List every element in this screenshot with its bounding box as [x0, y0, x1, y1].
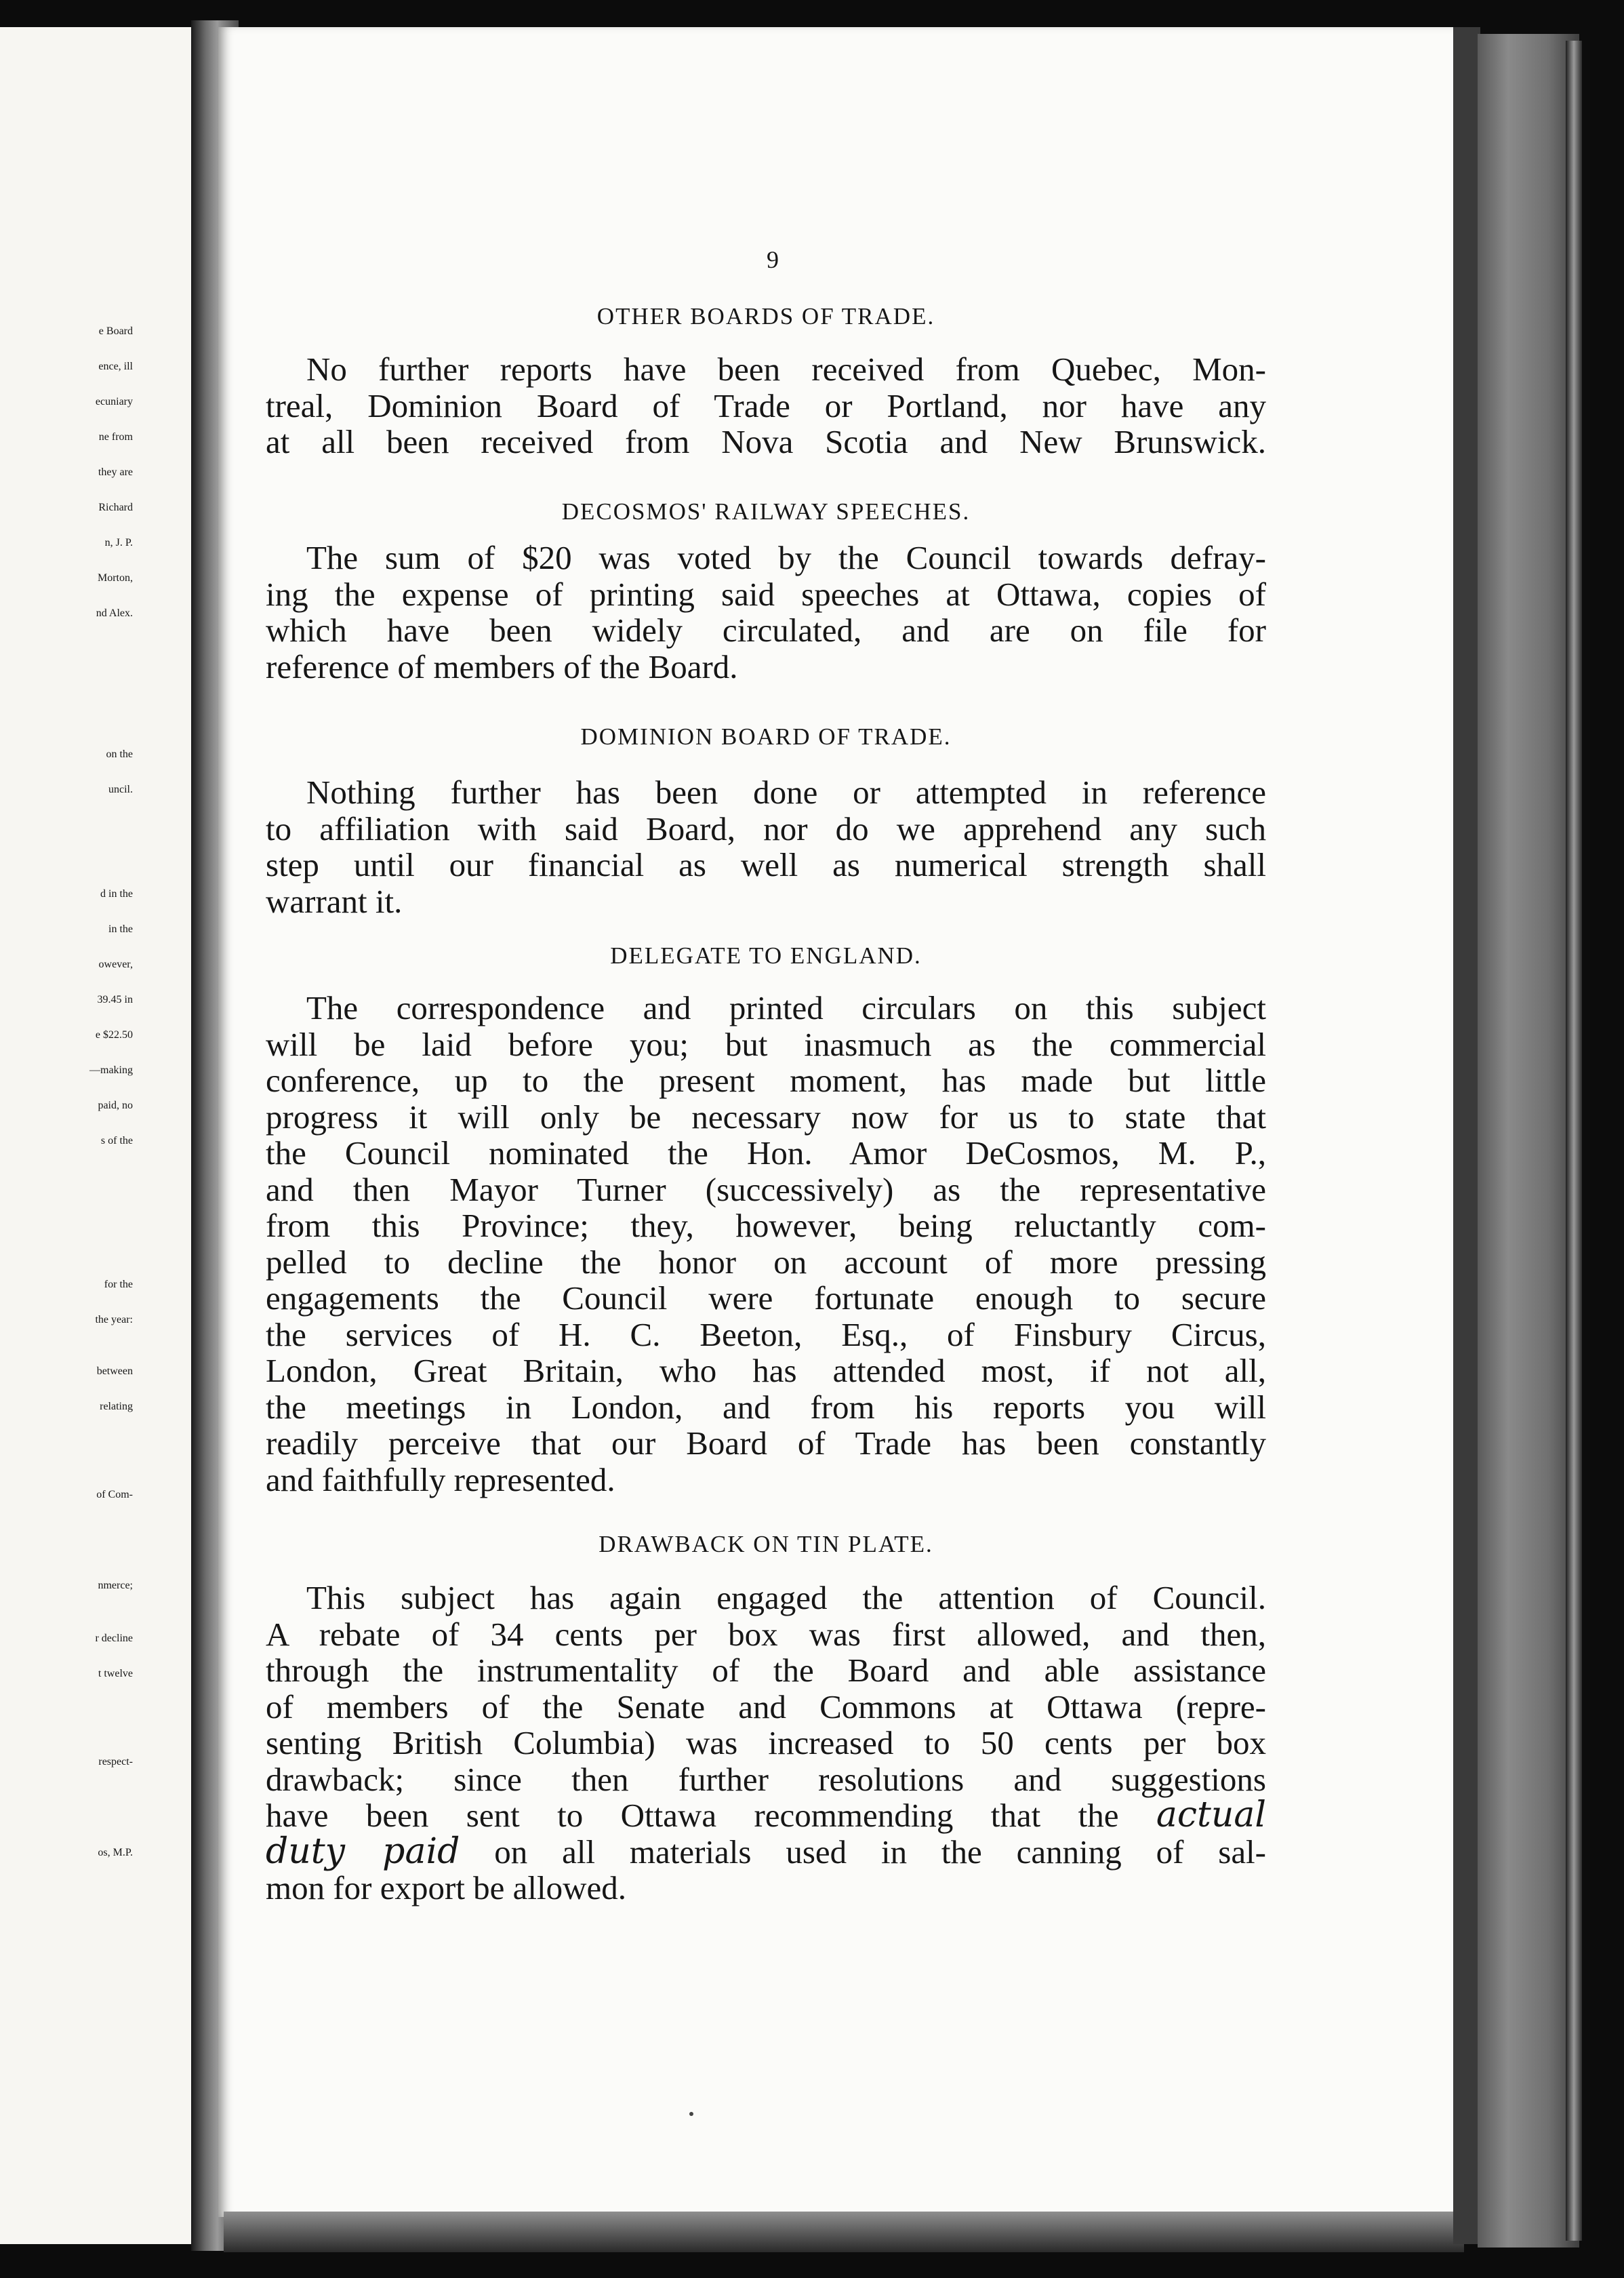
- previous-page-line: ence, ill: [98, 361, 133, 372]
- text-line: progress it will only be necessary now for us to state that: [266, 1098, 1266, 1136]
- heading-drawback-on-tin-plate: DRAWBACK ON TIN PLATE.: [598, 1531, 933, 1557]
- text-line: The sum of $20 was voted by the Council towards defray-: [306, 539, 1266, 576]
- previous-page-line: Morton,: [98, 572, 133, 584]
- previous-page-line: they are: [98, 466, 133, 478]
- book-cover-edge: [1566, 41, 1582, 2241]
- previous-page-line: between: [96, 1365, 133, 1377]
- text-line: engagements the Council were fortunate enough to secure: [266, 1279, 1266, 1317]
- paragraph-drawback-on-tin-plate: [266, 1580, 1266, 1906]
- previous-page-line: ne from: [98, 431, 133, 443]
- previous-page-line: owever,: [98, 959, 133, 970]
- text-line: and faithfully represented.: [266, 1460, 615, 1498]
- previous-page-line: 39.45 in: [97, 994, 133, 1005]
- paragraph-delegate-to-england: [266, 990, 1266, 1498]
- text-line: mon for export be allowed.: [266, 1869, 627, 1906]
- previous-page: [0, 27, 193, 2244]
- previous-page-line: d in the: [100, 888, 133, 900]
- text-line: step until our financial as well as numerical strength shall: [266, 846, 1266, 883]
- text-line: at all been received from Nova Scotia and New Brunswick.: [266, 423, 1266, 460]
- paragraph-other-boards-of-trade: [266, 351, 1266, 460]
- text-line: reference of members of the Board.: [266, 647, 738, 685]
- text-line: This subject has again engaged the attention of Council.: [306, 1579, 1266, 1616]
- previous-page-line: nmerce;: [98, 1580, 133, 1591]
- text-line: London, Great Britain, who has attended most, if not all,: [266, 1352, 1266, 1389]
- text-segment: on all materials used in the canning of sal-: [494, 1833, 1266, 1871]
- text-line: to affiliation with said Board, nor do we apprehend any such: [266, 810, 1266, 847]
- previous-page-line: e $22.50: [95, 1029, 133, 1041]
- script-text-actual: actual: [1156, 1795, 1267, 1835]
- text-line-with-script: [266, 1831, 1266, 1872]
- text-line: the services of H. C. Beeton, Esq., of Finsbury Circus,: [266, 1315, 1266, 1353]
- heading-decosmos-railway-speeches: DECOSMOS' RAILWAY SPEECHES.: [561, 498, 971, 525]
- text-line: through the instrumentality of the Board and able assistance: [266, 1652, 1266, 1689]
- previous-page-line: nd Alex.: [96, 607, 133, 619]
- text-line: treal, Dominion Board of Trade or Portland, nor have any: [266, 386, 1266, 424]
- heading-other-boards-of-trade: OTHER BOARDS OF TRADE.: [596, 303, 935, 329]
- text-line: senting British Columbia) was increased to 50 cents per box: [266, 1724, 1266, 1761]
- page-edge-shadow: [1453, 27, 1480, 2244]
- text-line: of members of the Senate and Commons at Ottawa (repre-: [266, 1687, 1266, 1725]
- text-line: drawback; since then further resolutions and suggestions: [266, 1760, 1266, 1798]
- previous-page-line: ecuniary: [95, 396, 133, 407]
- text-line: will be laid before you; but inasmuch as the commercial: [266, 1025, 1266, 1063]
- page-number: 9: [767, 246, 779, 273]
- text-line: The correspondence and printed circulars on this subject: [306, 989, 1266, 1026]
- text-line: pelled to decline the honor on account of more pressing: [266, 1243, 1266, 1281]
- text-line: the Council nominated the Hon. Amor DeCosmos, M. P.,: [266, 1134, 1266, 1172]
- text-line: the meetings in London, and from his reports you will: [266, 1388, 1266, 1426]
- book-cover: [1478, 34, 1579, 2247]
- previous-page-line: s of the: [100, 1135, 133, 1146]
- heading-dominion-board-of-trade: DOMINION BOARD OF TRADE.: [580, 723, 952, 750]
- previous-page-line: relating: [100, 1401, 133, 1412]
- previous-page-line: —making: [89, 1064, 133, 1076]
- previous-page-line: of Com-: [96, 1489, 133, 1500]
- text-line: readily perceive that our Board of Trade has been constantly: [266, 1424, 1266, 1462]
- previous-page-line: r decline: [95, 1633, 133, 1644]
- text-line: A rebate of 34 cents per box was first allowed, and then,: [266, 1615, 1266, 1653]
- previous-page-line: e Board: [98, 325, 133, 337]
- text-line: conference, up to the present moment, has made but little: [266, 1062, 1266, 1099]
- ink-speck: [689, 2112, 693, 2116]
- previous-page-line: n, J. P.: [104, 537, 133, 548]
- text-line: which have been widely circulated, and are on file for: [266, 612, 1266, 649]
- previous-page-line: on the: [106, 748, 133, 760]
- heading-delegate-to-england: DELEGATE TO ENGLAND.: [610, 942, 922, 969]
- text-line: warrant it.: [266, 882, 403, 920]
- script-text-duty-paid: duty paid: [266, 1831, 460, 1872]
- previous-page-line: Richard: [98, 502, 133, 513]
- text-line: from this Province; they, however, being reluctantly com-: [266, 1207, 1266, 1244]
- text-line: and then Mayor Turner (successively) as the representative: [266, 1170, 1266, 1208]
- previous-page-line: t twelve: [98, 1668, 133, 1679]
- text-line-with-script: [266, 1797, 1266, 1834]
- text-line: Nothing further has been done or attempted in reference: [306, 774, 1266, 811]
- text-line: No further reports have been received from Quebec, Mon-: [306, 351, 1266, 388]
- previous-page-line: for the: [104, 1279, 133, 1290]
- paragraph-dominion-board-of-trade: [266, 774, 1266, 919]
- previous-page-line: paid, no: [98, 1100, 133, 1111]
- previous-page-line: the year:: [95, 1314, 133, 1325]
- previous-page-line: in the: [108, 923, 133, 935]
- previous-page-line: respect-: [98, 1756, 133, 1767]
- paragraph-decosmos-railway-speeches: [266, 540, 1266, 685]
- previous-page-line: uncil.: [108, 784, 133, 795]
- page-bottom-edge: [224, 2212, 1464, 2252]
- text-segment: have been sent to Ottawa recommending that the: [266, 1797, 1119, 1834]
- text-line: ing the expense of printing said speeches at Ottawa, copies of: [266, 575, 1266, 613]
- previous-page-line: os, M.P.: [98, 1847, 133, 1858]
